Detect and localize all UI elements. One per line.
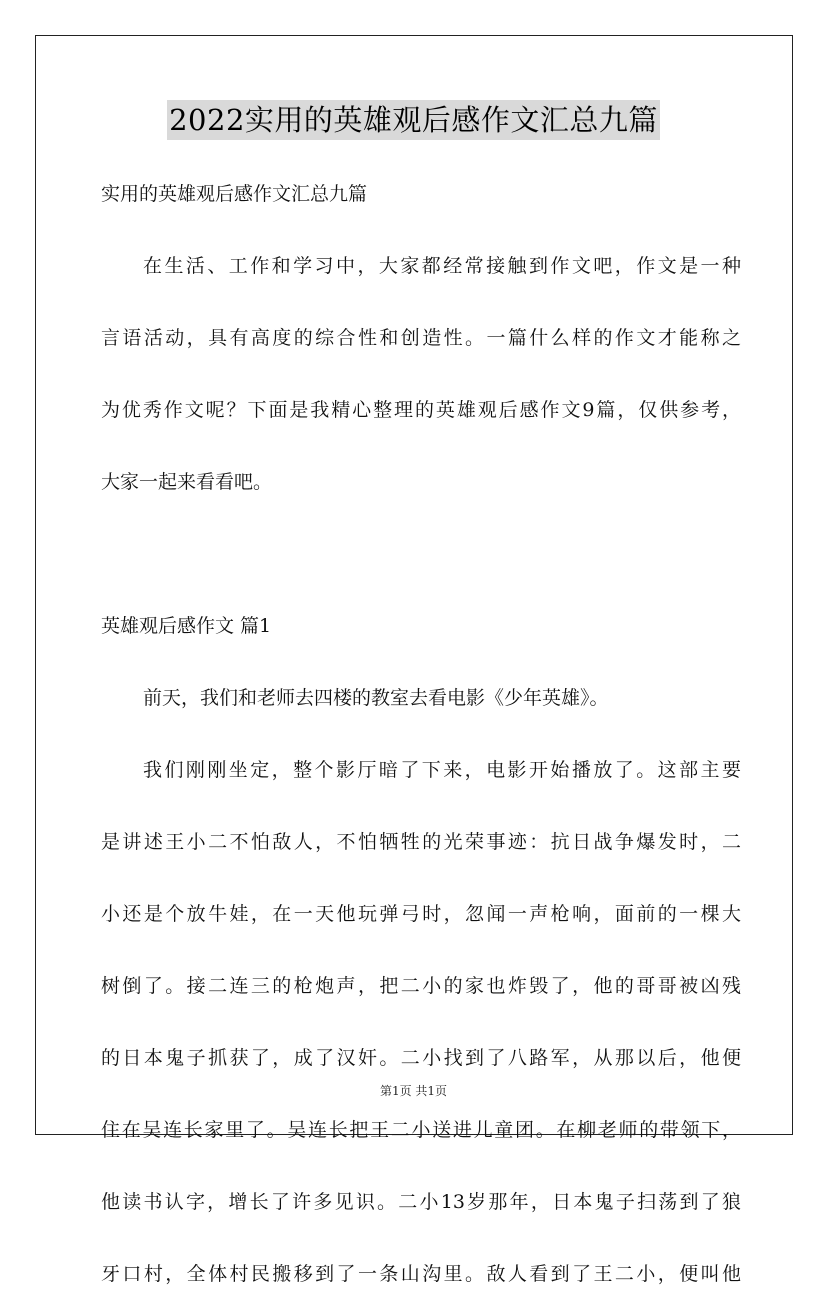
paragraph-line: 小还是个放牛娃，在一天他玩弹弓时，忽闻一声枪响，面前的一棵大 bbox=[101, 903, 741, 925]
spacer bbox=[101, 932, 741, 968]
spacer bbox=[101, 1004, 741, 1040]
paragraph-line: 的日本鬼子抓获了，成了汉奸。二小找到了八路军，从那以后，他便 bbox=[101, 1047, 741, 1069]
document-body bbox=[101, 176, 741, 1292]
spacer bbox=[101, 1148, 741, 1184]
paragraph-line: 我们刚刚坐定，整个影厅暗了下来，电影开始播放了。这部主要 bbox=[143, 759, 741, 781]
spacer bbox=[101, 860, 741, 896]
spacer bbox=[101, 572, 741, 608]
spacer bbox=[101, 644, 741, 680]
spacer bbox=[101, 356, 741, 392]
paragraph-line: 是讲述王小二不怕敌人，不怕牺牲的光荣事迹：抗日战争爆发时，二 bbox=[101, 831, 741, 853]
spacer bbox=[101, 788, 741, 824]
title-container bbox=[0, 100, 827, 140]
spacer bbox=[101, 716, 741, 752]
intro-line: 在生活、工作和学习中，大家都经常接触到作文吧，作文是一种 bbox=[143, 255, 741, 277]
paragraph-line: 他读书认字，增长了许多见识。二小13岁那年，日本鬼子扫荡到了狼 bbox=[101, 1191, 741, 1213]
paragraph-line: 树倒了。接二连三的枪炮声，把二小的家也炸毁了，他的哥哥被凶残 bbox=[101, 975, 741, 997]
section-gap bbox=[101, 500, 741, 572]
spacer bbox=[101, 1220, 741, 1256]
section-heading: 英雄观后感作文 篇1 bbox=[101, 615, 272, 637]
paragraph-line: 前天，我们和老师去四楼的教室去看电影《少年英雄》。 bbox=[143, 687, 609, 709]
paragraph-line: 牙口村，全体村民搬移到了一条山沟里。敌人看到了王二小，便叫他 bbox=[101, 1263, 741, 1285]
spacer bbox=[101, 212, 741, 248]
spacer bbox=[101, 284, 741, 320]
intro-line: 为优秀作文呢？下面是我精心整理的英雄观后感作文9篇，仅供参考， bbox=[101, 399, 741, 421]
intro-line: 大家一起来看看吧。 bbox=[101, 471, 273, 493]
paragraph-line: 住在吴连长家里了。吴连长把王二小送进儿童团。在柳老师的带领下， bbox=[101, 1119, 741, 1141]
page-footer: 第1页 共1页 bbox=[379, 1084, 448, 1098]
document-title: 2022实用的英雄观后感作文汇总九篇 bbox=[167, 100, 660, 140]
intro-line: 言语活动，具有高度的综合性和创造性。一篇什么样的作文才能称之 bbox=[101, 327, 741, 349]
subtitle: 实用的英雄观后感作文汇总九篇 bbox=[101, 183, 368, 205]
spacer bbox=[101, 428, 741, 464]
